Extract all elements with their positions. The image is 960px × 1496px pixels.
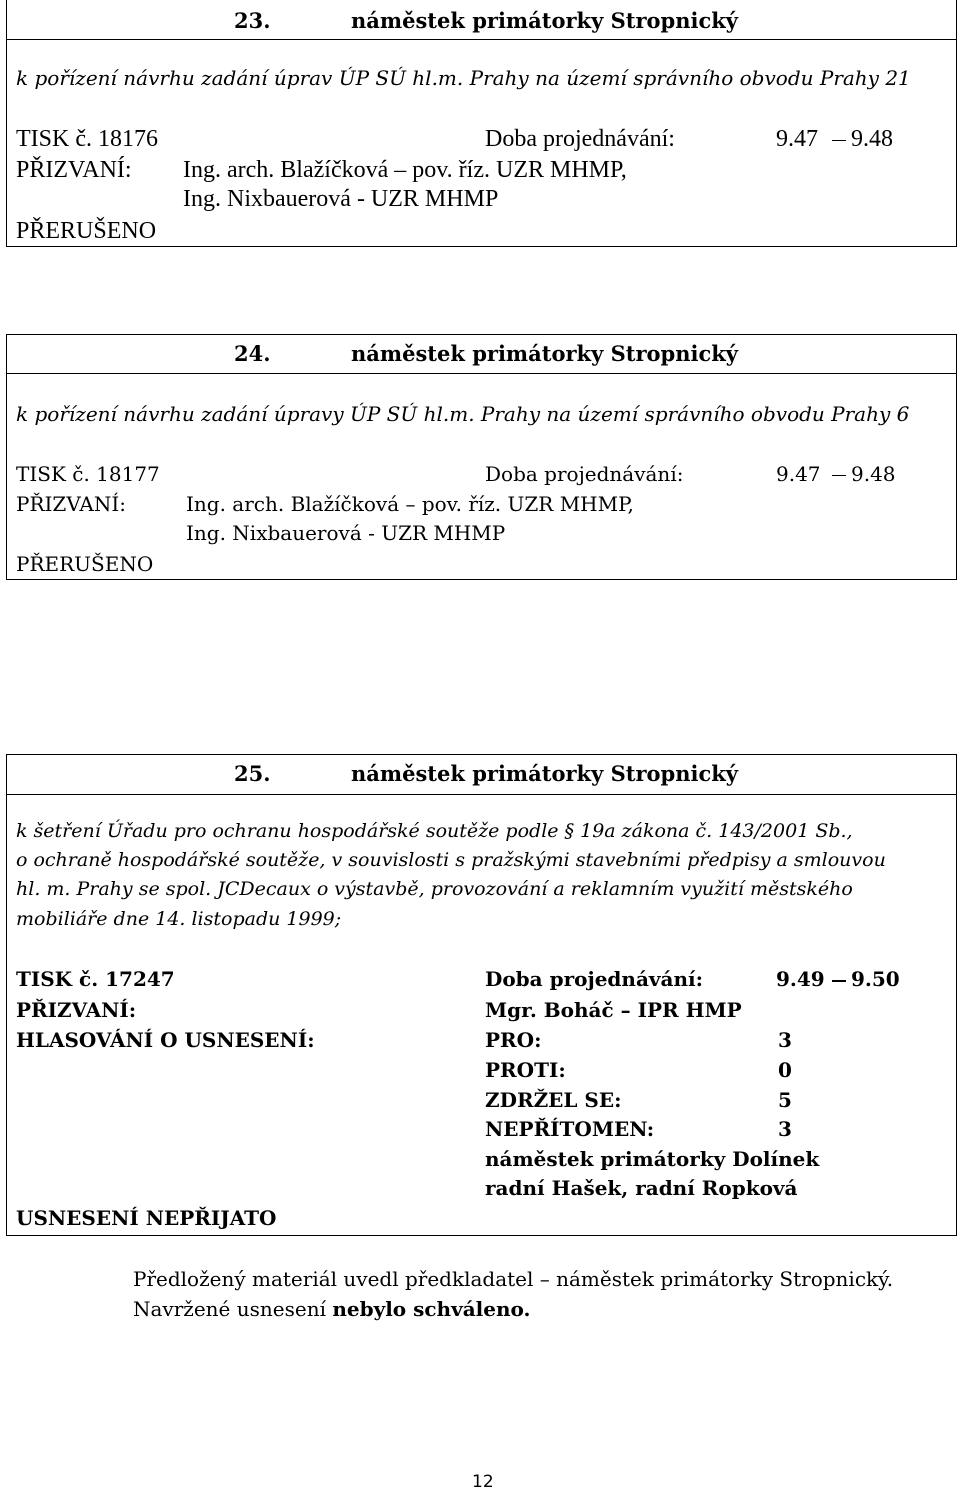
item-number: 25. [234,761,271,786]
item-status: PŘERUŠENO [16,552,154,576]
duration-label: Doba projednávání: [485,126,675,152]
invited-person: Ing. Nixbauerová - UZR MHMP [186,521,506,545]
item-result: USNESENÍ NEPŘIJATO [16,1206,277,1230]
duration-to: 9.48 [851,462,896,486]
item-subject-line: mobiliáře dne 14. listopadu 1999; [16,908,342,930]
invited-person: Ing. arch. Blažíčková – pov. říz. UZR MHMP, [186,492,634,516]
absent-member: náměstek primátorky Dolínek [485,1147,820,1171]
page-number: 12 [472,1472,494,1492]
duration-dash [832,980,846,982]
duration-dash [832,140,846,141]
vote-nepritomen-label: NEPŘÍTOMEN: [485,1117,655,1141]
item-subject: k pořízení návrhu zadání úpravy ÚP SÚ hl.m. Prahy na území správního obvodu Prahy 6 [16,402,910,426]
duration-label: Doba projednávání: [485,462,684,486]
vote-nepritomen-count: 3 [778,1117,792,1141]
vote-proti-count: 0 [778,1058,792,1082]
item-subject-line: hl. m. Prahy se spol. JCDecaux o výstavbě, provozování a reklamním využití městského [16,878,853,900]
item-subject-line: o ochraně hospodářské soutěže, v souvislosti s pražskými stavebními předpisy a smlouvou [16,849,886,871]
invited-person: Mgr. Boháč – IPR HMP [485,998,742,1022]
tisk-number: TISK č. 18176 [16,126,158,152]
item-presenter: náměstek primátorky Stropnický [351,761,738,786]
duration-from: 9.47 [776,462,821,486]
tisk-number: TISK č. 18177 [16,462,160,486]
item-subject-line: k šetření Úřadu pro ochranu hospodářské soutěže podle § 19a zákona č. 143/2001 Sb., [16,820,853,842]
tisk-number: TISK č. 17247 [16,967,175,991]
item-number: 24. [234,341,271,366]
vote-zdrzel-count: 5 [778,1088,792,1112]
duration-from: 9.49 [776,967,825,991]
invited-person: Ing. Nixbauerová - UZR MHMP [183,186,499,212]
item-presenter: náměstek primátorky Stropnický [351,341,738,366]
vote-label: HLASOVÁNÍ O USNESENÍ: [16,1028,315,1052]
note-line: Předložený materiál uvedl předkladatel – náměstek primátorky Stropnický. [133,1267,894,1291]
item-presenter: náměstek primátorky Stropnický [351,8,738,33]
duration-to: 9.50 [851,967,900,991]
invited-label: PŘIZVANÍ: [16,157,132,183]
item-number: 23. [234,8,271,33]
duration-dash [832,475,846,476]
item-status: PŘERUŠENO [16,218,157,244]
vote-zdrzel-label: ZDRŽEL SE: [485,1088,622,1112]
vote-pro-count: 3 [778,1028,792,1052]
note-result: nebylo schváleno. [332,1297,531,1321]
item-subject: k pořízení návrhu zadání úprav ÚP SÚ hl.m. Prahy na území správního obvodu Prahy 21 [16,66,911,90]
note-line [133,1297,530,1321]
vote-pro-label: PRO: [485,1028,542,1052]
note-prefix: Navržené usnesení [133,1297,333,1321]
invited-label: PŘIZVANÍ: [16,492,126,516]
duration-label: Doba projednávání: [485,967,703,991]
invited-person: Ing. arch. Blažíčková – pov. říz. UZR MHMP, [183,157,627,183]
vote-proti-label: PROTI: [485,1058,566,1082]
absent-member: radní Hašek, radní Ropková [485,1176,798,1200]
invited-label: PŘIZVANÍ: [16,998,137,1022]
duration-to: 9.48 [851,126,893,152]
duration-from: 9.47 [776,126,818,152]
